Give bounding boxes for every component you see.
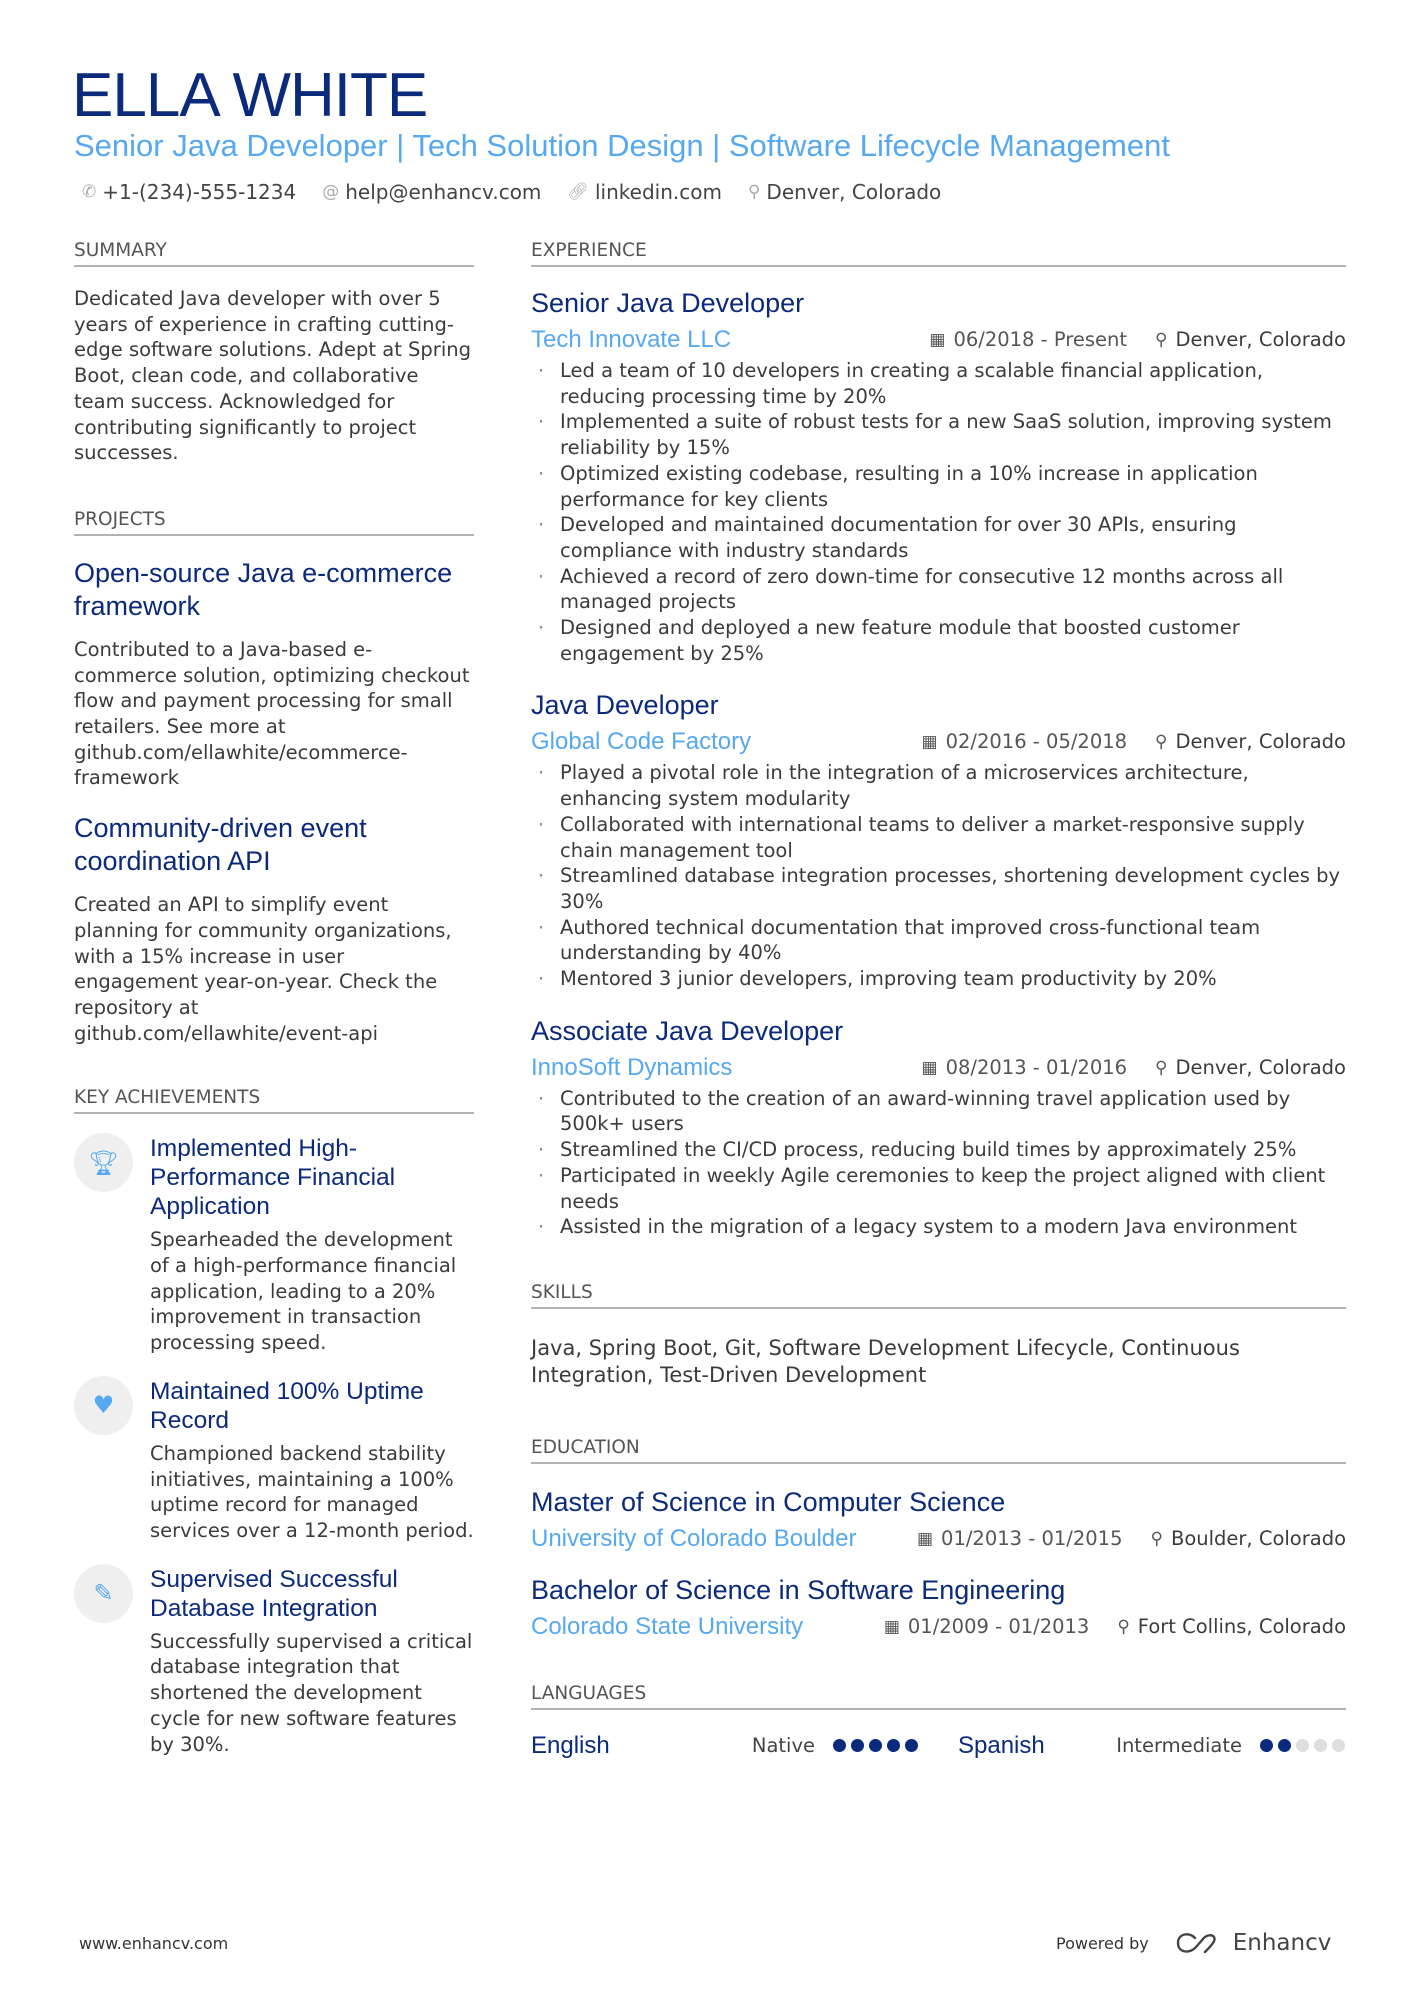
job-bullets [531, 1086, 1346, 1240]
location-text: Denver, Colorado [1175, 328, 1346, 351]
heart-icon: ♥ [74, 1376, 133, 1435]
achievement-title: Supervised Successful Database Integration [150, 1565, 398, 1622]
bullet-item: · Implemented a suite of robust tests for a new SaaS solution, improving system reliability by 15% [531, 409, 1346, 460]
location-pin-icon: ⚲ [1155, 1057, 1168, 1078]
rating-dot-filled [1278, 1739, 1291, 1752]
education-entry [531, 1574, 1346, 1642]
company-name: Global Code Factory [531, 728, 752, 756]
rating-dot-empty [1314, 1739, 1327, 1752]
bullet-item: · Optimized existing codebase, resulting in a 10% increase in application performance for key clients [531, 461, 1346, 512]
job-title: Associate Java Developer [531, 1015, 844, 1046]
location-pin-icon: ⚲ [747, 182, 761, 202]
company-row [531, 1053, 1346, 1083]
at-icon: @ [322, 182, 340, 202]
job-dates [922, 1053, 1128, 1083]
bullet-item: · Played a pivotal role in the integration of a microservices architecture, enhancing system modularity [531, 760, 1346, 811]
job-entry [531, 287, 1346, 666]
contact-link[interactable]: linkedin.com [595, 180, 722, 204]
achievement-item [74, 1377, 474, 1544]
footer-website[interactable]: www.enhancv.com [79, 1934, 229, 1953]
project-description: Created an API to simplify event planning for community organizations, with a 15% increase in user engagement year-on-year. Check the repository at github.com/ellawhite/event-api [74, 893, 452, 1045]
contact-bar [82, 179, 941, 205]
job-title: Java Developer [531, 690, 719, 721]
language-name: English [531, 1731, 610, 1759]
bullet-item: · Led a team of 10 developers in creating a scalable financial application, reducing processing time by 20% [531, 358, 1346, 409]
location-pin-icon: ⚲ [1155, 732, 1168, 753]
contact-location: Denver, Colorado [766, 180, 942, 204]
job-location [1155, 325, 1346, 355]
language-name: Spanish [958, 1731, 1045, 1759]
rating-dot-filled [869, 1739, 882, 1752]
job-location [1155, 727, 1346, 757]
achievement-item [74, 1565, 474, 1758]
achievement-title: Maintained 100% Uptime Record [150, 1377, 424, 1434]
rating-dot-filled [905, 1739, 918, 1752]
location-text: Denver, Colorado [1175, 730, 1346, 754]
bullet-item: · Mentored 3 junior developers, improving team productivity by 20% [531, 966, 1346, 992]
bullet-item: · Designed and deployed a new feature module that boosted customer engagement by 25% [531, 615, 1346, 666]
school-row [531, 1612, 1346, 1642]
left-column [74, 239, 474, 1757]
section-heading-achievements: KEY ACHIEVEMENTS [74, 1086, 474, 1114]
job-dates [929, 325, 1127, 355]
language-rating [833, 1739, 918, 1752]
bullet-item: · Developed and maintained documentation for over 30 APIs, ensuring compliance with industry standards [531, 512, 1346, 563]
enhancv-logo-icon [1175, 1931, 1221, 1955]
job-dates [922, 727, 1128, 757]
calendar-icon: ▦ [883, 1616, 900, 1637]
section-heading-experience: EXPERIENCE [531, 239, 1346, 267]
job-title: Senior Java Developer [531, 288, 805, 318]
degree-title: Bachelor of Science in Software Engineering [531, 1574, 1066, 1605]
company-row [531, 325, 1346, 355]
calendar-icon: ▦ [921, 732, 938, 753]
calendar-icon: ▦ [916, 1528, 934, 1549]
trophy-icon: 🏆︎ [74, 1133, 133, 1192]
rating-dot-filled [1260, 1739, 1273, 1752]
achievement-description: Successfully supervised a critical database integration that shortened the development cycle for new software features by 30%. [150, 1629, 473, 1756]
magic-wand-icon: ✎ [74, 1564, 133, 1623]
rating-dot-filled [833, 1739, 846, 1752]
achievement-item [74, 1134, 474, 1356]
language-item [958, 1731, 1345, 1761]
company-name: InnoSoft Dynamics [531, 1053, 733, 1081]
company-row [531, 727, 1346, 757]
date-range: 06/2018 - Present [953, 328, 1128, 351]
location-text: Boulder, Colorado [1170, 1526, 1346, 1550]
bullet-item: · Participated in weekly Agile ceremonies to keep the project aligned with client needs [531, 1163, 1346, 1214]
job-location [1155, 1053, 1346, 1083]
date-range: 01/2013 - 01/2015 [941, 1526, 1123, 1550]
calendar-icon: ▦ [921, 1057, 938, 1078]
section-heading-education: EDUCATION [531, 1436, 1346, 1464]
date-range: 01/2009 - 01/2013 [907, 1614, 1090, 1638]
section-heading-summary: SUMMARY [74, 239, 474, 267]
rating-dot-empty [1332, 1739, 1345, 1752]
right-column [531, 239, 1346, 1761]
bullet-item: · Assisted in the migration of a legacy system to a modern Java environment [531, 1214, 1346, 1240]
project-item [74, 812, 474, 1046]
bullet-item: · Contributed to the creation of an award-winning travel application used by 500k+ users [531, 1086, 1346, 1137]
language-level: Native [751, 1733, 815, 1757]
degree-title: Master of Science in Computer Science [531, 1486, 1006, 1517]
education-dates [917, 1524, 1123, 1554]
bullet-item: · Streamlined database integration processes, shortening development cycles by 30% [531, 863, 1346, 914]
enhancv-brand-text: Enhancv [1232, 1930, 1332, 1956]
summary-text: Dedicated Java developer with over 5 years of experience in crafting cutting-edge software solutions. Adept at Spring Boot, clean code, and collaborative team success. Acknowledged for contributing significantly to project successes. [74, 287, 471, 465]
education-location [1117, 1612, 1346, 1642]
education-entry [531, 1486, 1346, 1554]
location-text: Fort Collins, Colorado [1137, 1614, 1346, 1638]
language-rating [1260, 1739, 1345, 1752]
language-item [531, 1731, 918, 1761]
location-text: Denver, Colorado [1175, 1055, 1346, 1079]
link-icon: 🔗︎ [567, 182, 589, 202]
school-name: Colorado State University [531, 1612, 804, 1640]
job-bullets [531, 358, 1346, 666]
job-entry [531, 1015, 1346, 1240]
education-location [1151, 1524, 1347, 1554]
date-range: 08/2013 - 01/2016 [945, 1055, 1128, 1079]
project-item [74, 557, 474, 791]
location-pin-icon: ⚲ [1117, 1616, 1130, 1637]
school-row [531, 1524, 1346, 1554]
contact-email[interactable]: help@enhancv.com [345, 180, 542, 204]
bullet-item: · Collaborated with international teams to deliver a market-responsive supply chain management tool [531, 812, 1346, 863]
languages-list [531, 1731, 1346, 1761]
location-pin-icon: ⚲ [1150, 1528, 1163, 1549]
achievement-description: Spearheaded the development of a high-performance financial application, leading to a 20% improvement in transaction processing speed. [150, 1228, 457, 1355]
rating-dot-filled [887, 1739, 900, 1752]
candidate-headline: Senior Java Developer | Tech Solution Design | Software Lifecycle Management [74, 128, 1170, 163]
achievement-description: Championed backend stability initiatives, maintaining a 100% uptime record for managed services over a 12-month period. [150, 1441, 474, 1542]
project-title: Community-driven event coordination API [74, 813, 367, 877]
section-heading-skills: SKILLS [531, 1281, 1346, 1309]
location-pin-icon: ⚲ [1155, 330, 1168, 350]
school-name: University of Colorado Boulder [531, 1524, 857, 1552]
date-range: 02/2016 - 05/2018 [945, 730, 1128, 754]
phone-icon: ✆ [82, 182, 97, 202]
calendar-icon: ▦ [929, 330, 946, 350]
bullet-item: · Streamlined the CI/CD process, reducing build times by approximately 25% [531, 1137, 1346, 1163]
project-title: Open-source Java e-commerce framework [74, 557, 453, 621]
achievement-title: Implemented High-Performance Financial Application [150, 1135, 396, 1221]
education-dates [884, 1612, 1090, 1642]
project-description: Contributed to a Java-based e-commerce solution, optimizing checkout flow and payment processing for small retailers. See more at github.com/ellawhite/ecommerce-framework [74, 637, 470, 790]
candidate-name: ELLA WHITE [72, 61, 428, 130]
rating-dot-empty [1296, 1739, 1309, 1752]
powered-by-label: Powered by [1056, 1933, 1149, 1953]
job-entry [531, 689, 1346, 991]
enhancv-logo [1175, 1930, 1332, 1956]
section-heading-projects: PROJECTS [74, 508, 474, 536]
rating-dot-filled [851, 1739, 864, 1752]
skills-text: Java, Spring Boot, Git, Software Development Lifecycle, Continuous Integration, Test-Driven Development [531, 1335, 1240, 1387]
section-heading-languages: LANGUAGES [531, 1682, 1346, 1710]
bullet-item: · Achieved a record of zero down-time for consecutive 12 months across all managed projects [531, 564, 1346, 615]
bullet-item: · Authored technical documentation that improved cross-functional team understanding by 40% [531, 915, 1346, 966]
footer-branding [1056, 1930, 1331, 1956]
language-level: Intermediate [1116, 1733, 1242, 1757]
job-bullets [531, 760, 1346, 991]
company-name: Tech Innovate LLC [531, 326, 732, 353]
contact-phone: +1-(234)-555-1234 [102, 180, 297, 204]
